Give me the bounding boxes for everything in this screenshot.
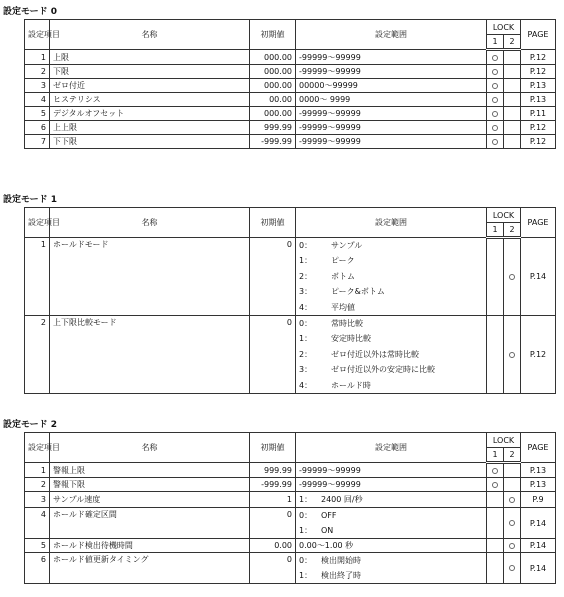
- lock-2-cell: [504, 508, 521, 539]
- header-initial: 初期値: [250, 433, 296, 463]
- header-lock-1: 1: [487, 448, 504, 463]
- option-item: 1： 2400 回/秒: [299, 495, 363, 504]
- item-name: 警報下限: [50, 478, 250, 492]
- lock-1-cell: [487, 135, 504, 149]
- header-name: 名称: [50, 208, 250, 238]
- setting-range: 0.00～1.00 秒: [296, 539, 487, 553]
- option-item: 1： ON: [299, 526, 334, 535]
- page-ref: P.12: [521, 316, 556, 394]
- header-item: 設定項目: [25, 433, 50, 463]
- lock-2-cell: [504, 539, 521, 553]
- setting-range: [296, 316, 487, 394]
- circle-icon: [492, 125, 498, 131]
- header-range: 設定範囲: [296, 20, 487, 50]
- lock-1-cell: [487, 553, 504, 584]
- header-lock: LOCK: [487, 208, 521, 223]
- circle-icon: [492, 482, 498, 488]
- item-no: 5: [25, 107, 50, 121]
- header-range: 設定範囲: [296, 433, 487, 463]
- item-no: 1: [25, 238, 50, 316]
- header-range: 設定範囲: [296, 208, 487, 238]
- table-row: [25, 238, 556, 316]
- circle-icon: [509, 497, 515, 503]
- circle-icon: [492, 468, 498, 474]
- settings-table-mode-1: [24, 207, 556, 394]
- table-row: [25, 50, 556, 65]
- setting-range: -99999～99999: [296, 463, 487, 478]
- lock-1-cell: [487, 539, 504, 553]
- page-ref: P.12: [521, 135, 556, 149]
- item-name: ホールド検出待機時間: [50, 539, 250, 553]
- page-ref: P.14: [521, 508, 556, 539]
- lock-1-cell: [487, 508, 504, 539]
- section-title-mode-2: 設定モード 2: [3, 420, 58, 430]
- item-no: 1: [25, 463, 50, 478]
- circle-icon: [492, 83, 498, 89]
- circle-icon: [509, 543, 515, 549]
- lock-1-cell: [487, 107, 504, 121]
- item-name: 下限: [50, 65, 250, 79]
- header-page: PAGE: [521, 433, 556, 463]
- circle-icon: [492, 97, 498, 103]
- header-initial: 初期値: [250, 20, 296, 50]
- lock-1-cell: [487, 79, 504, 93]
- option-item: 0： 検出開始時: [299, 556, 361, 565]
- item-name: ゼロ付近: [50, 79, 250, 93]
- lock-1-cell: [487, 50, 504, 65]
- option-item: 4： ホールド時: [299, 380, 371, 390]
- initial-value: 0: [250, 508, 296, 539]
- settings-table-mode-0: [24, 19, 556, 149]
- lock-2-cell: [504, 121, 521, 135]
- item-no: 2: [25, 478, 50, 492]
- page-ref: P.14: [521, 539, 556, 553]
- option-item: 0： サンプル: [299, 241, 363, 250]
- initial-value: 1: [250, 492, 296, 508]
- section-title-mode-0: 設定モード 0: [3, 7, 58, 17]
- setting-range: -99999～99999: [296, 107, 487, 121]
- item-no: 7: [25, 135, 50, 149]
- setting-range: [296, 238, 487, 316]
- item-no: 5: [25, 539, 50, 553]
- table-row: [25, 478, 556, 492]
- header-name: 名称: [50, 433, 250, 463]
- table-row: [25, 93, 556, 107]
- item-no: 2: [25, 316, 50, 394]
- initial-value: 0: [250, 238, 296, 316]
- page-ref: P.14: [521, 238, 556, 316]
- lock-1-cell: [487, 121, 504, 135]
- item-name: 上上限: [50, 121, 250, 135]
- page-ref: P.12: [521, 50, 556, 65]
- setting-range: -99999～99999: [296, 50, 487, 65]
- section-title-mode-1: 設定モード 1: [3, 195, 58, 205]
- circle-icon: [509, 520, 515, 526]
- header-lock-1: 1: [487, 35, 504, 50]
- lock-1-cell: [487, 93, 504, 107]
- lock-2-cell: [504, 238, 521, 316]
- lock-1-cell: [487, 316, 504, 394]
- lock-2-cell: [504, 478, 521, 492]
- item-name: 下下限: [50, 135, 250, 149]
- option-item: 3： ゼロ付近以外の安定時に比較: [299, 365, 435, 375]
- item-name: サンプル速度: [50, 492, 250, 508]
- item-name: ホールド確定区間: [50, 508, 250, 539]
- initial-value: 999.99: [250, 463, 296, 478]
- initial-value: -999.99: [250, 478, 296, 492]
- header-lock-2: 2: [504, 223, 521, 238]
- item-no: 4: [25, 508, 50, 539]
- lock-2-cell: [504, 50, 521, 65]
- table-row: [25, 492, 556, 508]
- header-initial: 初期値: [250, 208, 296, 238]
- setting-range: [296, 508, 487, 539]
- lock-1-cell: [487, 492, 504, 508]
- table-row: [25, 65, 556, 79]
- setting-range: 00000～99999: [296, 79, 487, 93]
- header-lock-2: 2: [504, 448, 521, 463]
- lock-2-cell: [504, 463, 521, 478]
- table-row: [25, 553, 556, 584]
- item-no: 6: [25, 553, 50, 584]
- header-page: PAGE: [521, 208, 556, 238]
- initial-value: 000.00: [250, 65, 296, 79]
- setting-range: [296, 553, 487, 584]
- table-row: [25, 135, 556, 149]
- option-item: 1： ピーク: [299, 256, 355, 266]
- page-ref: P.13: [521, 93, 556, 107]
- circle-icon: [492, 69, 498, 75]
- initial-value: 000.00: [250, 79, 296, 93]
- lock-1-cell: [487, 463, 504, 478]
- page-ref: P.13: [521, 79, 556, 93]
- lock-2-cell: [504, 65, 521, 79]
- option-item: 0： 常時比較: [299, 319, 363, 329]
- circle-icon: [509, 274, 515, 280]
- option-item: 1： 検出終了時: [299, 571, 361, 580]
- table-row: [25, 463, 556, 478]
- circle-icon: [492, 111, 498, 117]
- circle-icon: [492, 139, 498, 145]
- header-lock-1: 1: [487, 223, 504, 238]
- header-page: PAGE: [521, 20, 556, 50]
- circle-icon: [509, 565, 515, 571]
- initial-value: 0: [250, 553, 296, 584]
- lock-2-cell: [504, 107, 521, 121]
- lock-2-cell: [504, 93, 521, 107]
- lock-1-cell: [487, 238, 504, 316]
- option-item: 2： ゼロ付近以外は常時比較: [299, 349, 419, 359]
- item-no: 3: [25, 492, 50, 508]
- initial-value: 999.99: [250, 121, 296, 135]
- setting-range: 0000～ 9999: [296, 93, 487, 107]
- item-no: 2: [25, 65, 50, 79]
- initial-value: 00.00: [250, 93, 296, 107]
- setting-range: [296, 492, 487, 508]
- lock-2-cell: [504, 135, 521, 149]
- page-ref: P.11: [521, 107, 556, 121]
- page-ref: P.9: [521, 492, 556, 508]
- header-lock: LOCK: [487, 433, 521, 448]
- setting-range: -99999～99999: [296, 121, 487, 135]
- page-ref: P.13: [521, 463, 556, 478]
- item-no: 1: [25, 50, 50, 65]
- header-item: 設定項目: [25, 20, 50, 50]
- page-ref: P.13: [521, 478, 556, 492]
- page-ref: P.12: [521, 65, 556, 79]
- item-no: 4: [25, 93, 50, 107]
- page-ref: P.12: [521, 121, 556, 135]
- option-item: 1： 安定時比較: [299, 334, 371, 344]
- option-item: 3： ピーク&ボトム: [299, 287, 385, 297]
- initial-value: 0.00: [250, 539, 296, 553]
- header-lock: LOCK: [487, 20, 521, 35]
- circle-icon: [492, 55, 498, 61]
- item-name: ヒステリシス: [50, 93, 250, 107]
- header-item: 設定項目: [25, 208, 50, 238]
- initial-value: 0: [250, 316, 296, 394]
- item-no: 6: [25, 121, 50, 135]
- initial-value: 000.00: [250, 107, 296, 121]
- table-row: [25, 316, 556, 394]
- item-name: 警報上限: [50, 463, 250, 478]
- setting-range: -99999～99999: [296, 135, 487, 149]
- item-name: ホールド値更新タイミング: [50, 553, 250, 584]
- circle-icon: [509, 352, 515, 358]
- header-name: 名称: [50, 20, 250, 50]
- item-name: ホールドモード: [50, 238, 250, 316]
- initial-value: 000.00: [250, 50, 296, 65]
- lock-2-cell: [504, 79, 521, 93]
- item-name: デジタルオフセット: [50, 107, 250, 121]
- settings-table-mode-2: [24, 432, 556, 584]
- lock-2-cell: [504, 316, 521, 394]
- table-row: [25, 79, 556, 93]
- lock-1-cell: [487, 65, 504, 79]
- lock-1-cell: [487, 478, 504, 492]
- initial-value: -999.99: [250, 135, 296, 149]
- setting-range: -99999～99999: [296, 65, 487, 79]
- table-row: [25, 121, 556, 135]
- header-lock-2: 2: [504, 35, 521, 50]
- table-row: [25, 539, 556, 553]
- item-name: 上下限比較モード: [50, 316, 250, 394]
- page-ref: P.14: [521, 553, 556, 584]
- option-item: 4： 平均値: [299, 302, 355, 312]
- table-row: [25, 508, 556, 539]
- item-name: 上限: [50, 50, 250, 65]
- setting-range: -99999～99999: [296, 478, 487, 492]
- option-item: 0： OFF: [299, 511, 337, 520]
- lock-2-cell: [504, 492, 521, 508]
- lock-2-cell: [504, 553, 521, 584]
- table-row: [25, 107, 556, 121]
- item-no: 3: [25, 79, 50, 93]
- option-item: 2： ボトム: [299, 271, 355, 281]
